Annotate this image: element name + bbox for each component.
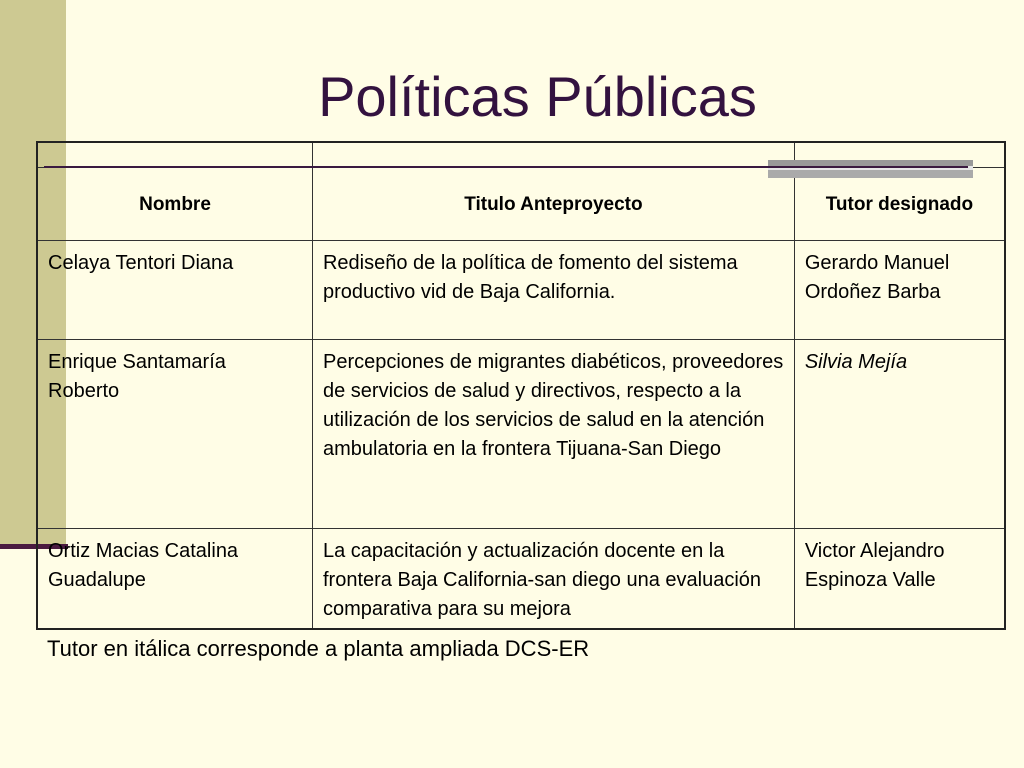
cell-titulo: Percepciones de migrantes diabéticos, proveedores de servicios de salud y directivos, respecto a la utilización de los servicios de salud en la atención ambulatoria en la frontera Tijuana-San Diego — [312, 340, 794, 529]
table-header-row — [37, 168, 1005, 241]
header-nombre: Nombre — [37, 168, 312, 241]
cell-tutor: Silvia Mejía — [794, 340, 1005, 529]
thesis-table — [36, 141, 1006, 630]
cell-tutor: Victor Alejandro Espinoza Valle — [794, 529, 1005, 630]
header-tutor: Tutor designado — [794, 168, 1005, 241]
cell-titulo: La capacitación y actualización docente en la frontera Baja California-san diego una evaluación comparativa para su mejora — [312, 529, 794, 630]
cell-tutor: Gerardo Manuel Ordoñez Barba — [794, 241, 1005, 340]
table-row — [37, 529, 1005, 630]
decorative-grey-bar — [768, 160, 973, 178]
table-row — [37, 241, 1005, 340]
slide-title: Políticas Públicas — [318, 65, 757, 128]
cell-nombre: Ortiz Macias Catalina Guadalupe — [37, 529, 312, 630]
cell-titulo: Rediseño de la política de fomento del sistema productivo vid de Baja California. — [312, 241, 794, 340]
decorative-rule — [44, 166, 968, 168]
cell-nombre: Celaya Tentori Diana — [37, 241, 312, 340]
table-row — [37, 340, 1005, 529]
footnote: Tutor en itálica corresponde a planta ampliada DCS-ER — [47, 636, 590, 661]
cell-nombre: Enrique Santamaría Roberto — [37, 340, 312, 529]
header-titulo: Titulo Anteproyecto — [312, 168, 794, 241]
